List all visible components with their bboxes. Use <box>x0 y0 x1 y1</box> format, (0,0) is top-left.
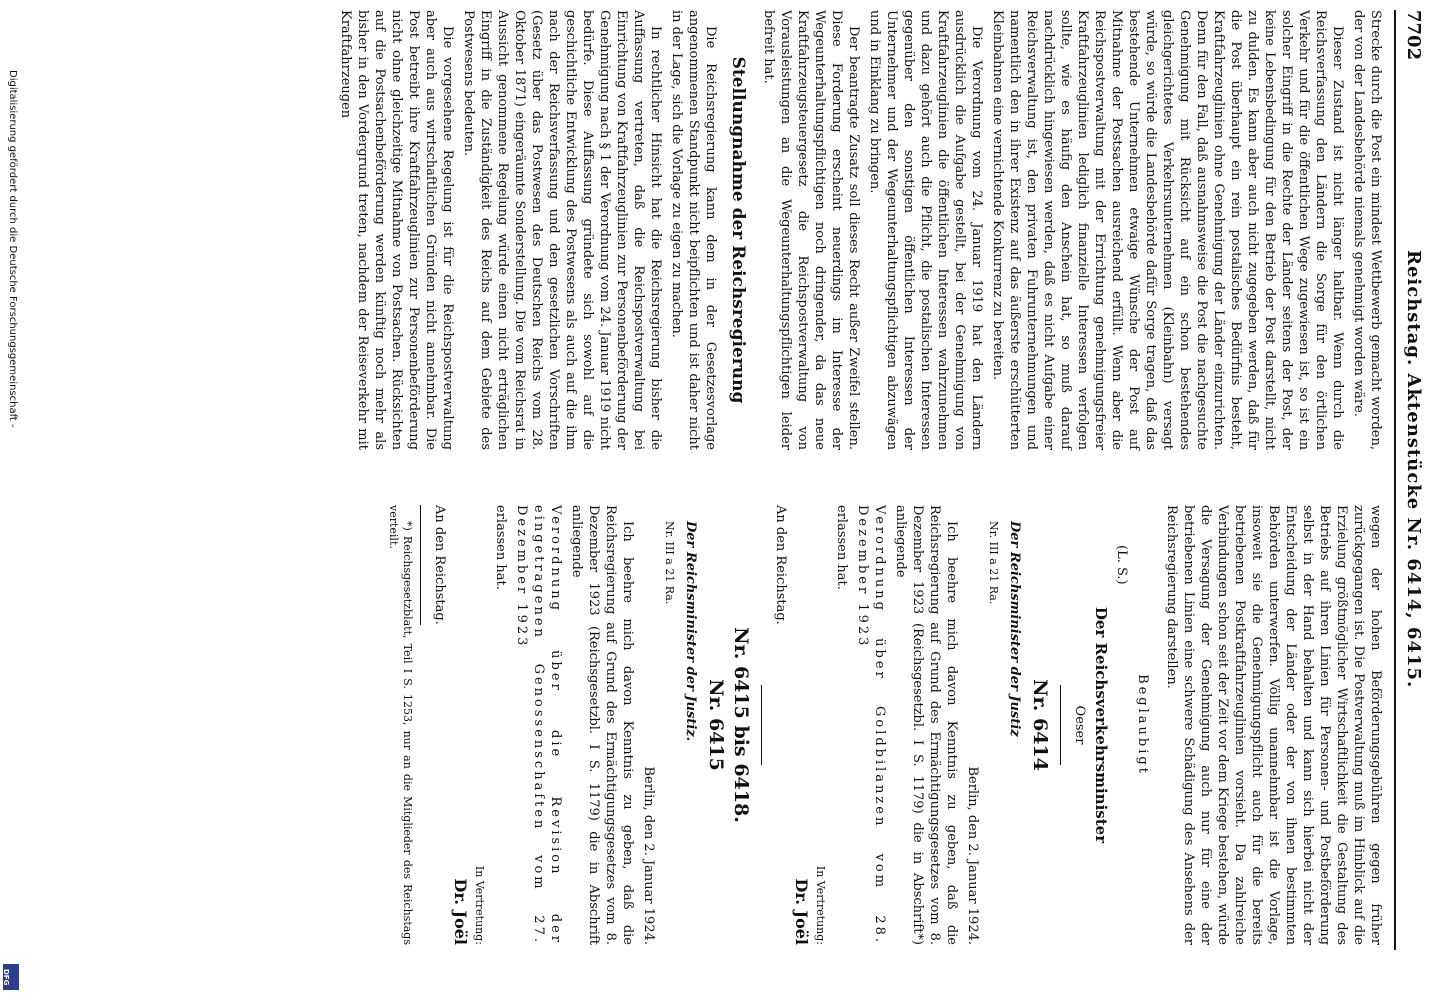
letter-body: Ich beehre mich davon Kenntnis zu geben, daß die Reichsregierung auf Grund des Ermächtigungsgesetzes vom 8. Dezember 1923 (Reichsgesetzbl. I S. 1179) die in Abschrift*) anliegende <box>893 505 959 945</box>
page-header <box>1394 10 1424 950</box>
digitization-credit: Digitalisierung gefördert durch die Deutsche Forschungsgemeinschaft - <box>7 70 18 428</box>
signature-block <box>793 505 829 945</box>
closing: erlassen hat. <box>493 505 508 590</box>
closing: erlassen hat. <box>834 505 849 590</box>
sender-title: Der Reichsminister der Justiz <box>1007 521 1022 737</box>
running-title: Reichstag. Aktenstücke Nr. 6414, 6415. <box>1403 250 1424 689</box>
ordinance-title: Verordnung über die Revision der eingetragenen Genossenschaften vom 27. Dezember 1923 <box>514 505 563 945</box>
paragraph: wegen der hohen Beförderungsgebühren gegen früher zurückgegangen ist. Die Postverwaltung muß im Hinblick auf die Erzielung größtmöglicher Wirtschaftlichkeit die Gestaltung des Betriebs auf ihren Linien für Personen- und Postbeförderung selbst in der Hand behalten und kann sich hierbei nicht der Entscheidung der Länder oder der von ihnen bestimmten Behörden unterwerfen. Völlig unannehmbar ist die Vorlage, insoweit sie die Genehmigungspflicht auch für die bereits betriebenen Postkraftfahrzeuglinien vorsieht. Da zahlreiche Verbindungen schon seit der Zeit vor dem Kriege bestehen, würde die Versagung der Genehmigung auch nur für eine der betriebenen Linien eine schwere Schädigung des Ansehens der Reichsregierung darstellen. <box>1164 505 1383 945</box>
document-number-6415: Nr. 6415 <box>705 679 727 771</box>
paragraph: Die Reichsregierung kann dem in der Gesetzesvorlage angenommenen Standpunkt nicht beipflichten und ist daher nicht in der Lage, sich die Vorlage zu eigen zu machen. <box>669 10 718 450</box>
section-title: Stellungnahme der Reichsregierung <box>728 56 748 404</box>
signature-block <box>452 505 488 945</box>
minister-title: Der Reichsverkehrsminister <box>1092 606 1110 844</box>
paragraph: Strecke durch die Post ein mindest Wettbewerb gemacht worden, der von der Landesbehörde niemals genehmigt worden wäre. <box>1351 10 1383 450</box>
minister-name: Oeser <box>1072 705 1087 745</box>
certification-label: Beglaubigt <box>1135 674 1150 776</box>
paragraph: Dieser Zustand ist nicht länger haltbar. Wenn durch die Reichsverfassung den Ländern die Sorge für den örtlichen Verkehr und für die öffentlichen Wege zugewiesen ist, so ist ein solcher Eingriff in die Rechte der Länder seitens der Post, der keine Lebensbedingung für den Betrieb der Post darstellt, nicht zu dulden. Es kann aber auch nicht zugegeben werden, daß für die Post überhaupt ein rein postalisches Bedürfnis besteht, Kraftfahrzeuglinien ohne Genehmigung der Länder einzurichten. Denn für den Fall, daß ausnahmsweise die Post die nachgesuchte Genehmigung mit Rücksicht auf ein schon bestehendes gleichgerichtetes Verkehrsunternehmen (Kleinbahn) versagt würde, so würde die Landesbehörde dafür Sorge tragen, daß das bestehende Unternehmen etwaige Wünsche der Post auf Mitnahme der Postsachen ausreichend erfüllt. Wenn aber die Reichspostverwaltung mit der Errichtung genehmigungsfreier Kraftfahrzeuglinien lediglich finanzielle Interessen verfolgen sollte, wie es häufig den Anschein hat, so muß darauf nachdrücklich hingewiesen werden, daß es nicht Aufgabe einer Reichsverwaltung ist, den privaten Fuhrunternehmungen und namentlich den in ihrer Existenz auf das äußerste erschütterten Kleinbahnen eine vernichtende Konkurrenz zu bereiten. <box>990 10 1345 450</box>
signer-name: Dr. Joël <box>451 878 470 945</box>
margin-note <box>0 0 22 1000</box>
rotated-sheet <box>90 0 1434 960</box>
paragraph: Die Verordnung vom 24. Januar 1919 hat den Ländern ausdrücklich die Aufgabe gestellt, bei der Genehmigung von Kraftfahrzeuglinien die öffentlichen Interessen wahrzunehmen und dazu gehört auch die Pflicht, die postalischen Interessen gegenüber den sonstigen öffentlichen Interessen der Unternehmer und der Wegeunterhaltungspflichtigen abzuwägen und in Einklang zu bringen. <box>867 10 984 450</box>
letter-date: Berlin, den 2. Januar 1924. <box>965 766 980 945</box>
right-column <box>382 505 1384 945</box>
dfg-logo-icon: DFG <box>3 964 19 990</box>
document-number-range: Nr. 6415 bis 6418. <box>730 627 752 823</box>
signature-prefix: In Vertretung: <box>814 865 827 945</box>
divider <box>1060 685 1061 765</box>
sender-title: Der Reichsminister der Justiz. <box>683 521 698 742</box>
reference-number: Nr. III a 21 Ra. <box>987 521 1000 605</box>
letter-body: Ich beehre mich davon Kenntnis zu geben, daß die Reichsregierung auf Grund des Ermächtigungsgesetzes vom 8. Dezember 1923 (Reichsgesetzbl. I S. 1179) die in Abschrift anliegende <box>569 505 635 945</box>
recipient: An den Reichstag. <box>432 505 447 625</box>
ordinance-title: Verordnung über Goldbilanzen vom 28. Dezember 1923 <box>855 505 887 945</box>
seal-mark: (L. S.) <box>1114 545 1129 585</box>
footnote-divider <box>420 505 421 625</box>
paragraph: In rechtlicher Hinsicht hat die Reichsregierung bisher die Auffassung vertreten, daß die Reichspostverwaltung bei Einrichtung von Kraftfahrzeuglinien zur Personenbeförderung der Genehmigung nach § 1 der Verordnung vom 24. Januar 1919 nicht bedürfe. Diese Auffassung gründete sich sowohl auf die geschichtliche Entwicklung des Postwesens als auch auf die ihm nach der Reichsverfassung und den gesetzlichen Vorschriften (Gesetz über das Postwesen des Deutschen Reichs vom 28. Oktober 1871) eingeräumte Sonderstellung. Die vom Reichsrat in Aussicht genommene Regelung würde einen nicht erträglichen Eingriff in die Zuständigkeit des Reichs auf dem Gebiete des Postwesens bedeuten. <box>461 10 663 450</box>
recipient: An den Reichstag. <box>773 505 788 625</box>
paragraph: Die vorgesehene Regelung ist für die Reichspostverwaltung aber auch aus wirtschaftlichen Gründen nicht annehmbar. Die Post betreibt ihre Kraftfahrzeuglinien zur Personenbeförderung nicht ohne gleichzeitige Mitnahme von Postsachen. Rücksichten auf die Postsachenbeförderung werden künftig noch mehr als bisher in den Vordergrund treten, nachdem der Reiseverkehr mit Kraftfahrzeugen <box>338 10 455 450</box>
footnote: *) Reichsgesetzblatt, Teil I S. 1253, nur an die Mitglieder des Reichstags verteilt. <box>387 505 414 945</box>
letter-date: Berlin, den 2. Januar 1924. <box>641 766 656 945</box>
signer-name: Dr. Joël <box>792 878 811 945</box>
left-column <box>333 10 1384 450</box>
document-page <box>90 0 1434 1000</box>
divider <box>761 685 762 765</box>
document-number-6414: Nr. 6414 <box>1029 679 1051 771</box>
paragraph: Der beantragte Zusatz soll dieses Recht außer Zweifel stellen. Diese Forderung erscheint neuerdings im Interesse der Wegeunterhaltungspflichtigen noch dringender, da das neue Kraftfahrzeugsteuergesetz die Reichspostverwaltung von Vorausleistungen an die Wegeunterhaltungspflichtigen leider befreit hat. <box>761 10 861 450</box>
signature-prefix: In Vertretung: <box>473 865 486 945</box>
page-number: 7702 <box>1403 10 1424 61</box>
reference-number: Nr. III a 21 Ra. <box>663 521 676 605</box>
